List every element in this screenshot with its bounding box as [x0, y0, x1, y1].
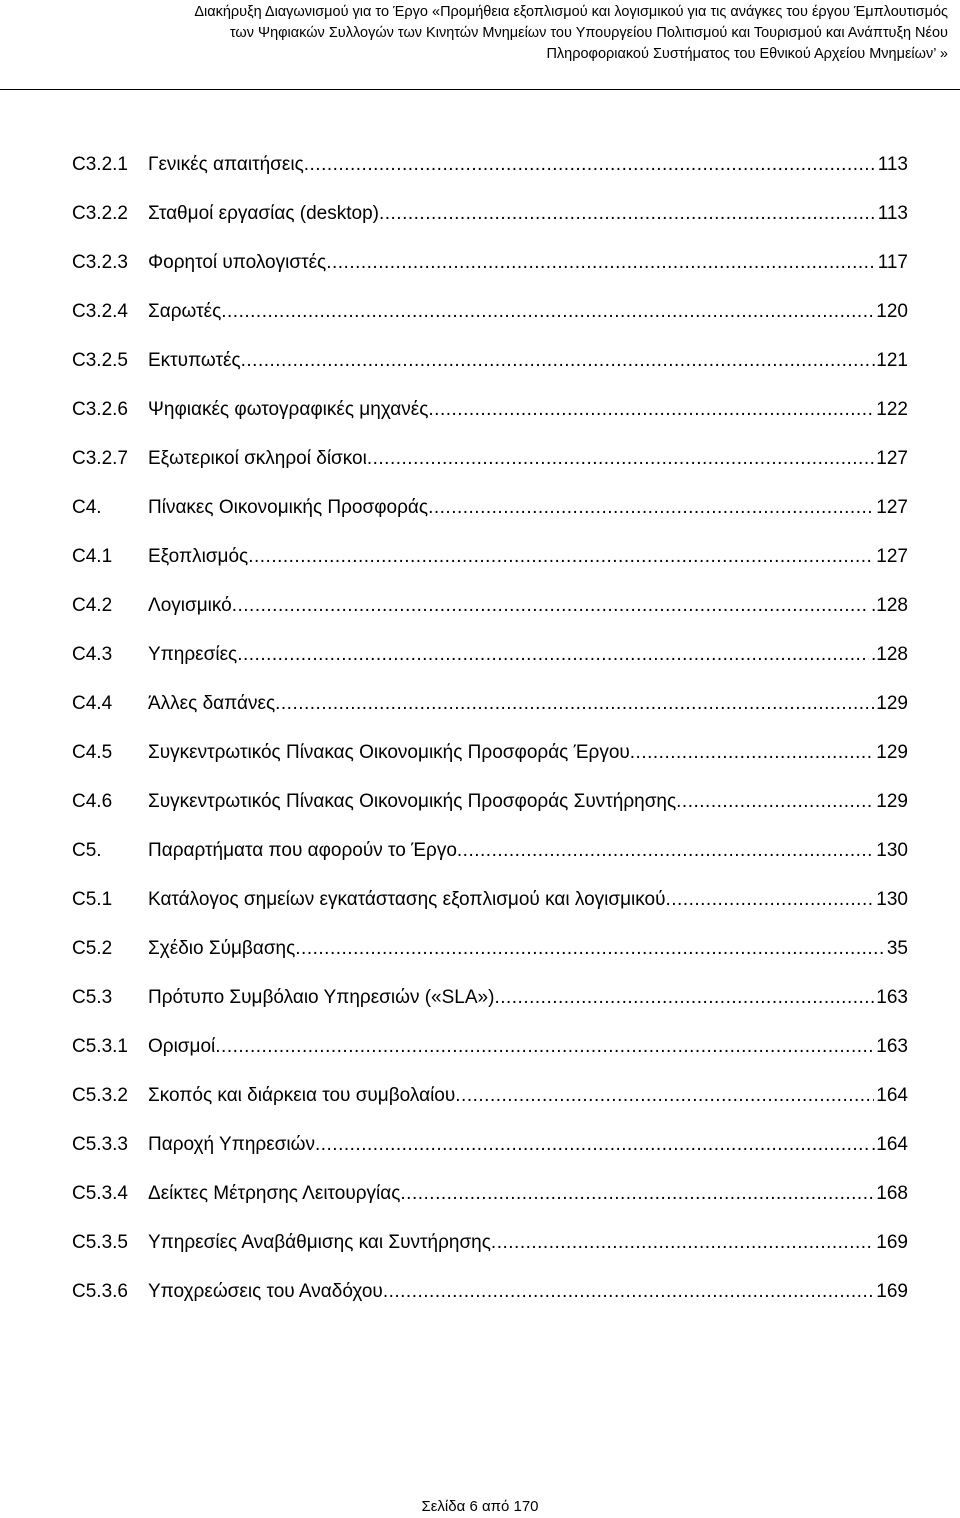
toc-entry-page: 169	[876, 1281, 908, 1302]
toc-entry-page: 127	[876, 448, 908, 469]
toc-entry-title: Σχέδιο Σύμβασης	[148, 938, 296, 959]
toc-dot-leader	[248, 532, 874, 581]
toc-dot-leader	[215, 1022, 874, 1071]
toc-entry-number: C5.3.1	[72, 1036, 128, 1057]
toc-entry-number: C5.3.2	[72, 1085, 128, 1106]
toc-entry[interactable]	[72, 679, 908, 728]
toc-entry-number: C4.3	[72, 644, 113, 665]
toc-dot-leader	[315, 1120, 869, 1169]
toc-entry-page: 120	[876, 301, 908, 322]
toc-entry[interactable]	[72, 385, 908, 434]
toc-dot-leader	[326, 238, 876, 287]
toc-dot-leader	[457, 826, 874, 875]
toc-entry-title: Παραρτήματα που αφορούν το Έργο	[148, 840, 457, 861]
toc-entry-title: Λογισμικό	[148, 595, 232, 616]
toc-entry-number: C3.2.4	[72, 301, 128, 322]
toc-entry-number: C5.2	[72, 938, 113, 959]
toc-dot-leader	[455, 1071, 874, 1120]
toc-entry[interactable]	[72, 336, 908, 385]
toc-dot-leader	[379, 189, 876, 238]
table-of-contents	[72, 140, 908, 1316]
toc-entry-title: Συγκεντρωτικός Πίνακας Οικονομικής Προσφοράς Έργου	[148, 742, 630, 763]
toc-entry-number: C4.5	[72, 742, 113, 763]
toc-entry-page: 129	[876, 742, 908, 763]
toc-entry[interactable]	[72, 777, 908, 826]
toc-entry-number: C5.3.3	[72, 1134, 128, 1155]
toc-entry-page: .128	[871, 595, 908, 616]
toc-entry-number: C5.3.5	[72, 1232, 128, 1253]
toc-entry-title: Ψηφιακές φωτογραφικές μηχανές	[148, 399, 429, 420]
toc-entry-page: 113	[877, 203, 908, 224]
toc-entry-title: Συγκεντρωτικός Πίνακας Οικονομικής Προσφοράς Συντήρησης	[148, 791, 677, 812]
header-line-3: Πληροφοριακού Συστήματος του Εθνικού Αρχείου Μνημείων’ »	[546, 46, 948, 62]
toc-entry-number: C5.	[72, 840, 102, 861]
toc-entry[interactable]	[72, 973, 908, 1022]
toc-entry-title: Παροχή Υπηρεσιών	[148, 1134, 315, 1155]
toc-entry-title: Δείκτες Μέτρησης Λειτουργίας	[148, 1183, 401, 1204]
toc-dot-leader	[665, 875, 874, 924]
toc-entry-title: Σταθμοί εργασίας (desktop)	[148, 203, 379, 224]
toc-entry-page: 163	[876, 987, 908, 1008]
toc-entry[interactable]	[72, 826, 908, 875]
toc-entry[interactable]	[72, 238, 908, 287]
toc-dot-leader	[676, 777, 874, 826]
toc-entry-page: 168	[876, 1183, 908, 1204]
toc-entry-page: 117	[877, 252, 908, 273]
toc-entry[interactable]	[72, 581, 908, 630]
toc-entry[interactable]	[72, 140, 908, 189]
toc-dot-leader	[295, 924, 885, 973]
toc-entry-title: Ορισμοί	[148, 1036, 216, 1057]
toc-entry-title: Εξοπλισμός	[148, 546, 249, 567]
toc-entry-number: C3.2.7	[72, 448, 128, 469]
toc-entry-number: C5.3	[72, 987, 113, 1008]
toc-entry-number: C4.2	[72, 595, 113, 616]
toc-entry-page: .128	[871, 644, 908, 665]
toc-entry-page: 129	[876, 693, 908, 714]
toc-entry-title: Σαρωτές	[148, 301, 222, 322]
toc-entry[interactable]	[72, 728, 908, 777]
toc-entry-number: C4.6	[72, 791, 113, 812]
toc-entry-title: Υπηρεσίες	[148, 644, 238, 665]
toc-entry-page: 122	[876, 399, 908, 420]
toc-entry-number: C5.3.4	[72, 1183, 128, 1204]
toc-entry[interactable]	[72, 1267, 908, 1316]
toc-entry-number: C3.2.2	[72, 203, 128, 224]
toc-entry-number: C3.2.5	[72, 350, 128, 371]
toc-entry-number: C5.3.6	[72, 1281, 128, 1302]
toc-dot-leader	[275, 679, 874, 728]
toc-dot-leader	[241, 336, 869, 385]
toc-entry-title: Υπηρεσίες Αναβάθμισης και Συντήρησης	[148, 1232, 491, 1253]
toc-entry[interactable]	[72, 287, 908, 336]
header-line-1: Διακήρυξη Διαγωνισμού για το Έργο «Προμήθεια εξοπλισμού και λογισμικού για τις ανάγκες του έργου Έμπλουτισμός	[194, 4, 948, 20]
toc-entry[interactable]	[72, 1169, 908, 1218]
toc-entry-title: Πρότυπο Συμβόλαιο Υπηρεσιών («SLA»)	[148, 987, 495, 1008]
toc-entry-page: 163	[876, 1036, 908, 1057]
toc-entry-number: C3.2.6	[72, 399, 128, 420]
toc-entry-title: Εξωτερικοί σκληροί δίσκοι	[148, 448, 367, 469]
toc-entry[interactable]	[72, 875, 908, 924]
toc-dot-leader	[221, 287, 874, 336]
toc-entry-page: .164	[871, 1134, 908, 1155]
toc-entry-title: Πίνακες Οικονομικής Προσφοράς	[148, 497, 429, 518]
page-number: Σελίδα 6 από 170	[421, 1498, 539, 1515]
toc-dot-leader	[630, 728, 875, 777]
page-header	[0, 0, 960, 90]
toc-entry[interactable]	[72, 924, 908, 973]
toc-dot-leader	[383, 1267, 874, 1316]
toc-dot-leader	[304, 140, 876, 189]
toc-entry-page: 35	[886, 938, 908, 959]
toc-entry[interactable]	[72, 189, 908, 238]
toc-entry-title: Εκτυπωτές	[148, 350, 241, 371]
toc-dot-leader	[237, 630, 869, 679]
toc-entry-page: 130	[876, 889, 908, 910]
header-line-2: των Ψηφιακών Συλλογών των Κινητών Μνημείων του Υπουργείου Πολιτισμού και Τουρισμού και Ανάπτυξη Νέου	[229, 25, 948, 41]
toc-entry-title: Άλλες δαπάνες	[148, 693, 276, 714]
toc-dot-leader	[494, 973, 874, 1022]
toc-entry-title: Σκοπός και διάρκεια του συμβολαίου	[148, 1085, 456, 1106]
toc-entry-number: C3.2.1	[72, 154, 128, 175]
toc-entry-page: 169	[876, 1232, 908, 1253]
toc-entry[interactable]	[72, 532, 908, 581]
toc-entry-title: Υποχρεώσεις του Αναδόχου	[148, 1281, 383, 1302]
toc-entry-number: C5.1	[72, 889, 113, 910]
toc-entry-title: Γενικές απαιτήσεις	[148, 154, 304, 175]
toc-entry-page: .121	[871, 350, 908, 371]
toc-entry-number: C4.	[72, 497, 102, 518]
toc-entry[interactable]	[72, 1071, 908, 1120]
toc-entry[interactable]	[72, 434, 908, 483]
toc-entry-number: C4.1	[72, 546, 113, 567]
toc-dot-leader	[400, 1169, 874, 1218]
toc-entry-title: Φορητοί υπολογιστές	[148, 252, 327, 273]
toc-entry-page: 130	[876, 840, 908, 861]
toc-entry[interactable]	[72, 1218, 908, 1267]
toc-entry-page: 127	[876, 546, 908, 567]
toc-entry-page: 164	[876, 1085, 908, 1106]
toc-entry[interactable]	[72, 1120, 908, 1169]
toc-dot-leader	[428, 385, 874, 434]
toc-entry[interactable]	[72, 630, 908, 679]
toc-entry-title: Κατάλογος σημείων εγκατάστασης εξοπλισμού και λογισμικού	[148, 889, 666, 910]
toc-entry[interactable]	[72, 1022, 908, 1071]
toc-entry-number: C4.4	[72, 693, 113, 714]
toc-dot-leader	[428, 483, 874, 532]
toc-entry[interactable]	[72, 483, 908, 532]
toc-dot-leader	[367, 434, 874, 483]
toc-entry-number: C3.2.3	[72, 252, 128, 273]
toc-entry-page: 127	[876, 497, 908, 518]
toc-dot-leader	[491, 1218, 874, 1267]
toc-entry-page: 129	[876, 791, 908, 812]
toc-entry-page: 113	[877, 154, 908, 175]
toc-dot-leader	[232, 581, 869, 630]
